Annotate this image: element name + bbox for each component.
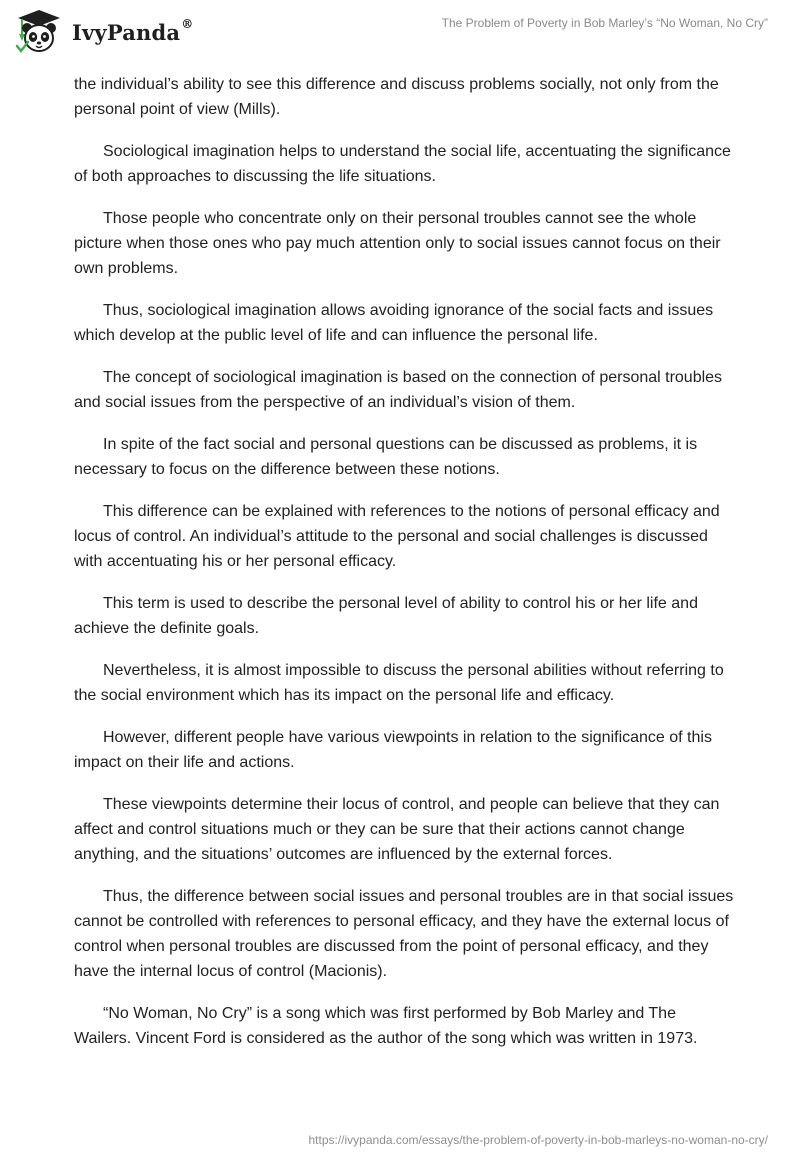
source-url[interactable]: https://ivypanda.com/essays/the-problem-of-poverty-in-bob-marleys-no-woman-no-cry/ [308, 1133, 768, 1147]
paragraph: the individual’s ability to see this difference and discuss problems socially, not only from the personal point of view (Mills). [74, 76, 719, 118]
registered-mark: ® [181, 16, 194, 31]
paragraph: Thus, sociological imagination allows avoiding ignorance of the social facts and issues which develop at the public level of life and can influence the personal life. [74, 302, 714, 344]
panda-graduation-cap-icon [14, 8, 64, 54]
paragraph: The concept of sociological imagination is based on the connection of personal troubles and social issues from the perspective of an individual’s vision of them. [74, 369, 723, 411]
paragraph: These viewpoints determine their locus of control, and people can believe that they can affect and control situations much or they can be sure that their actions cannot change anything, and the situations’ outcomes are influenced by the external forces. [74, 796, 720, 863]
paragraph: Nevertheless, it is almost impossible to discuss the personal abilities without referring to the social environment which has its impact on the personal life and efficacy. [74, 662, 724, 704]
paragraph: This difference can be explained with references to the notions of personal efficacy and locus of control. An individual’s attitude to the personal and social challenges is discussed with accentuating his or her personal efficacy. [74, 503, 720, 570]
logo-wordmark: IvyPanda® [72, 16, 194, 45]
paragraph: Those people who concentrate only on their personal troubles cannot see the whole picture when those ones who pay much attention only to social issues cannot focus on their own problems. [74, 210, 721, 277]
essay-body [74, 72, 734, 1068]
paragraph: “No Woman, No Cry” is a song which was first performed by Bob Marley and The Wailers. Vincent Ford is considered as the author of the song which was written in 1973. [74, 1005, 698, 1047]
site-logo[interactable] [14, 8, 193, 54]
paragraph: This term is used to describe the personal level of ability to control his or her life and achieve the definite goals. [74, 595, 698, 637]
paragraph: In spite of the fact social and personal questions can be discussed as problems, it is necessary to focus on the difference between these notions. [74, 436, 698, 478]
document-title: The Problem of Poverty in Bob Marley’s “No Woman, No Cry” [441, 16, 768, 30]
paragraph: However, different people have various viewpoints in relation to the significance of this impact on their life and actions. [74, 729, 712, 771]
page-header [0, 0, 800, 60]
paragraph: Sociological imagination helps to understand the social life, accentuating the significance of both approaches to discussing the life situations. [74, 143, 731, 185]
paragraph: Thus, the difference between social issues and personal troubles are in that social issues cannot be controlled with references to personal efficacy, and they have the external locus of control when personal troubles are discussed from the point of personal efficacy, and they have the internal locus of control (Macionis). [74, 888, 734, 980]
